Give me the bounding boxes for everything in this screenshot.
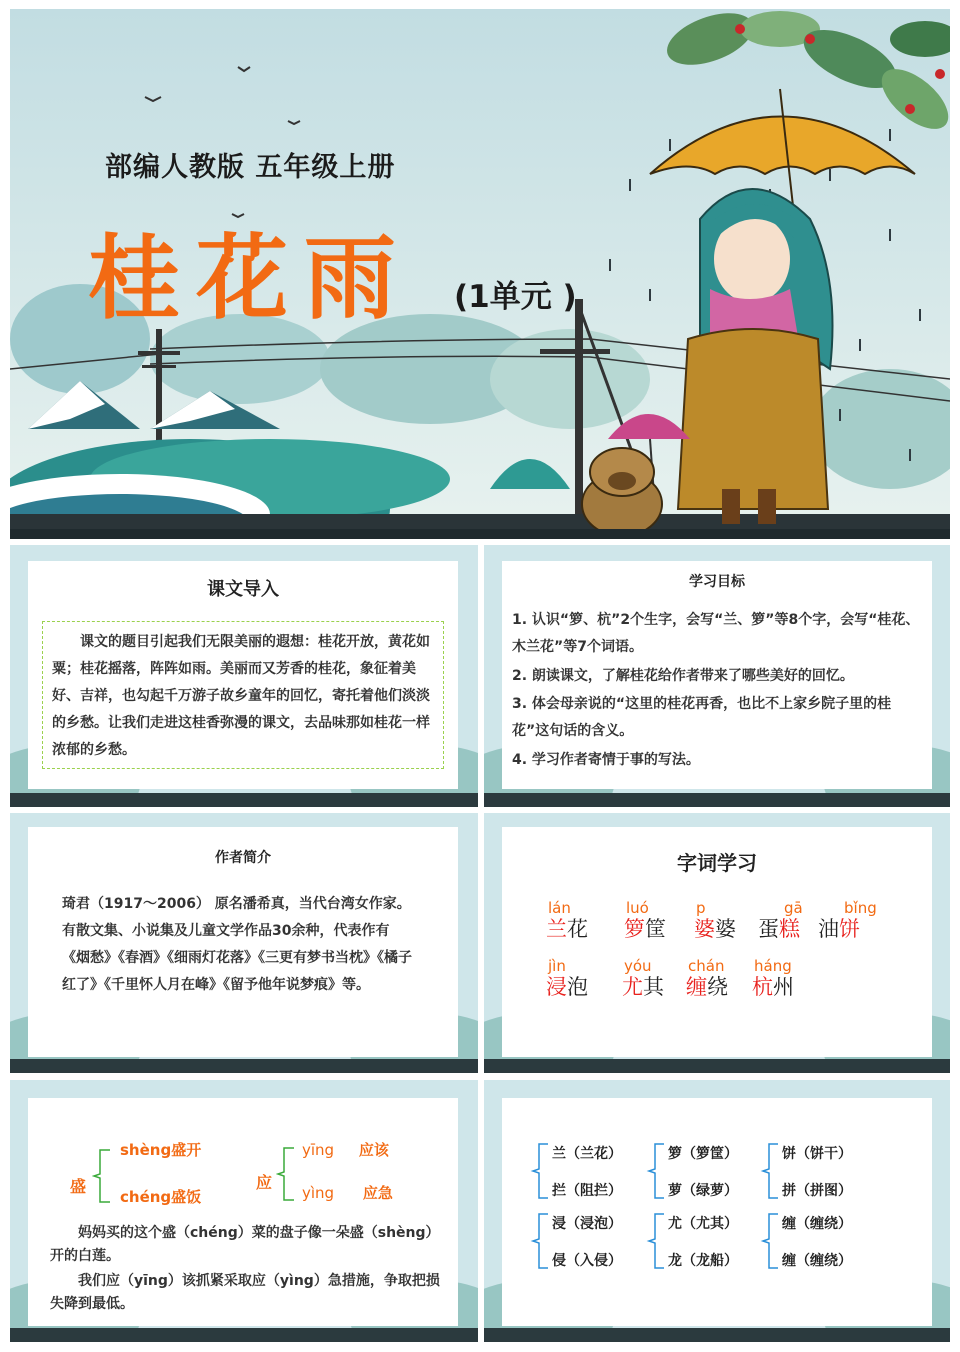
word-chars — [624, 913, 666, 943]
words-card — [502, 827, 932, 1057]
compare-word: 缠（缠绕） — [782, 1216, 852, 1232]
words-slide — [484, 813, 950, 1073]
goals-card — [502, 561, 932, 789]
compare-word: 浸（浸泡） — [552, 1216, 622, 1232]
poly-char-2: 应 — [256, 1173, 273, 1192]
poly-char-1: 盛 — [70, 1177, 87, 1196]
pinyin: chéng — [120, 1188, 172, 1206]
compare-word: 侵（入侵） — [552, 1253, 622, 1269]
intro-slide — [10, 545, 478, 807]
goal-item-4: 4. 学习作者寄情于事的写法。 — [512, 752, 700, 768]
pinyin: shèng — [120, 1141, 172, 1159]
word-highlight-char: 缠 — [686, 975, 707, 999]
goals-heading: 学习目标 — [689, 574, 745, 590]
word-chars — [694, 913, 736, 943]
compare-bracket — [760, 1210, 780, 1272]
goals-slide — [484, 545, 950, 807]
bracket-1 — [92, 1146, 112, 1206]
words-heading: 字词学习 — [677, 851, 757, 875]
word-chars — [758, 913, 800, 943]
word-pinyin: jìn — [548, 957, 566, 975]
intro-body: 课文的题目引起我们无限美丽的遐想：桂花开放，黄花如粟；桂花摇落，阵阵如雨。美丽而又芳香的桂花，象征着美好、吉祥，也勾起千万游子故乡童年的回忆，寄托着他们淡淡的乡愁。让我们走进这桂香弥漫的课文，去品味那如桂花一样浓郁的乡愁。 — [52, 634, 430, 758]
word: 应该 — [358, 1141, 389, 1159]
word-chars — [546, 971, 588, 1001]
word-chars — [686, 971, 728, 1001]
cover-slide — [10, 9, 950, 539]
word-highlight-char: 糕 — [779, 917, 800, 941]
pinyin: yìng — [302, 1184, 335, 1202]
word-plain-char: 蛋 — [758, 917, 779, 941]
poly-sentence-2: 我们应（yīng）该抓紧采取应（yìng）急措施，争取把损失降到最低。 — [50, 1273, 440, 1312]
word-chars — [818, 913, 860, 943]
compare-word: 拼（拼图） — [782, 1183, 852, 1199]
word-chars — [622, 971, 664, 1001]
word-highlight-char: 饼 — [839, 917, 860, 941]
word-pinyin: háng — [754, 957, 792, 975]
compare-bracket — [530, 1140, 550, 1202]
polyphone-card — [28, 1098, 458, 1326]
word-pinyin: lán — [548, 899, 571, 917]
word: 盛开 — [171, 1141, 202, 1159]
author-body: 琦君（1917～2006） 原名潘希真，当代台湾女作家。有散文集、小说集及儿童文学作品30余种，代表作有《烟愁》《春酒》《细雨灯花落》《三更有梦书当枕》《橘子红了》《千里怀人月在峰》《留予他年说梦痕》等。 — [62, 896, 412, 993]
word-highlight-char: 浸 — [546, 975, 567, 999]
word-pinyin: p — [696, 899, 706, 917]
cover-subtitle: 部编人教版 五年级上册 — [105, 152, 396, 183]
word-chars — [752, 971, 794, 1001]
compare-card — [502, 1098, 932, 1326]
word-pinyin: chán — [688, 957, 725, 975]
word-highlight-char: 箩 — [624, 917, 645, 941]
compare-bracket — [646, 1210, 666, 1272]
goal-item-1: 1. 认识“箩、杭”2个生字，会写“兰、箩”等8个字，会写“桂花、木兰花”等7个词语。 — [512, 612, 920, 655]
word-pinyin: luó — [626, 899, 649, 917]
compare-word: 缠（缠绕） — [782, 1253, 852, 1269]
intro-card — [28, 561, 458, 789]
intro-heading: 课文导入 — [207, 579, 279, 600]
word-chars — [546, 913, 588, 943]
poly-row-2a — [302, 1139, 389, 1160]
word-plain-char: 花 — [567, 917, 588, 941]
compare-bracket — [530, 1210, 550, 1272]
bracket-2 — [276, 1144, 296, 1204]
pinyin: yīng — [302, 1141, 335, 1159]
word-plain-char: 婆 — [715, 917, 736, 941]
word: 应急 — [362, 1184, 393, 1202]
cover-title: 桂花雨 — [88, 225, 413, 332]
word-pinyin: gā — [784, 899, 803, 917]
author-card — [28, 827, 458, 1057]
word-highlight-char: 尤 — [622, 975, 643, 999]
word-plain-char: 油 — [818, 917, 839, 941]
word-highlight-char: 婆 — [694, 917, 715, 941]
word-pinyin: yóu — [624, 957, 652, 975]
poly-sentence-1: 妈妈买的这个盛（chéng）菜的盘子像一朵盛（shèng）开的白莲。 — [50, 1225, 440, 1264]
word-plain-char: 泡 — [567, 975, 588, 999]
word-plain-char: 绕 — [707, 975, 728, 999]
author-heading: 作者简介 — [215, 850, 271, 866]
word-highlight-char: 兰 — [546, 917, 567, 941]
compare-word: 尤（尤其） — [668, 1216, 738, 1232]
word: 盛饭 — [171, 1188, 202, 1206]
compare-word: 箩（箩筐） — [668, 1146, 738, 1162]
compare-bracket — [646, 1140, 666, 1202]
word-plain-char: 筐 — [645, 917, 666, 941]
author-slide — [10, 813, 478, 1073]
goal-item-3: 3. 体会母亲说的“这里的桂花再香，也比不上家乡院子里的桂花”这句话的含义。 — [512, 696, 892, 739]
word-highlight-char: 杭 — [752, 975, 773, 999]
poly-row-2b — [302, 1182, 393, 1203]
polyphone-slide — [10, 1080, 478, 1342]
compare-word: 龙（龙船） — [668, 1253, 738, 1269]
word-plain-char: 其 — [643, 975, 664, 999]
compare-word: 饼（饼干） — [782, 1146, 852, 1162]
word-pinyin: bǐng — [844, 899, 877, 917]
compare-word: 兰（兰花） — [552, 1146, 622, 1162]
word-plain-char: 州 — [773, 975, 794, 999]
compare-slide — [484, 1080, 950, 1342]
compare-word: 萝（绿萝） — [668, 1183, 738, 1199]
poly-row-1a — [120, 1139, 201, 1160]
cover-unit: (1单元 ) — [454, 279, 577, 315]
compare-word: 拦（阻拦） — [552, 1183, 622, 1199]
compare-bracket — [760, 1140, 780, 1202]
poly-row-1b — [120, 1186, 201, 1207]
goal-item-2: 2. 朗读课文，了解桂花给作者带来了哪些美好的回忆。 — [512, 668, 854, 684]
